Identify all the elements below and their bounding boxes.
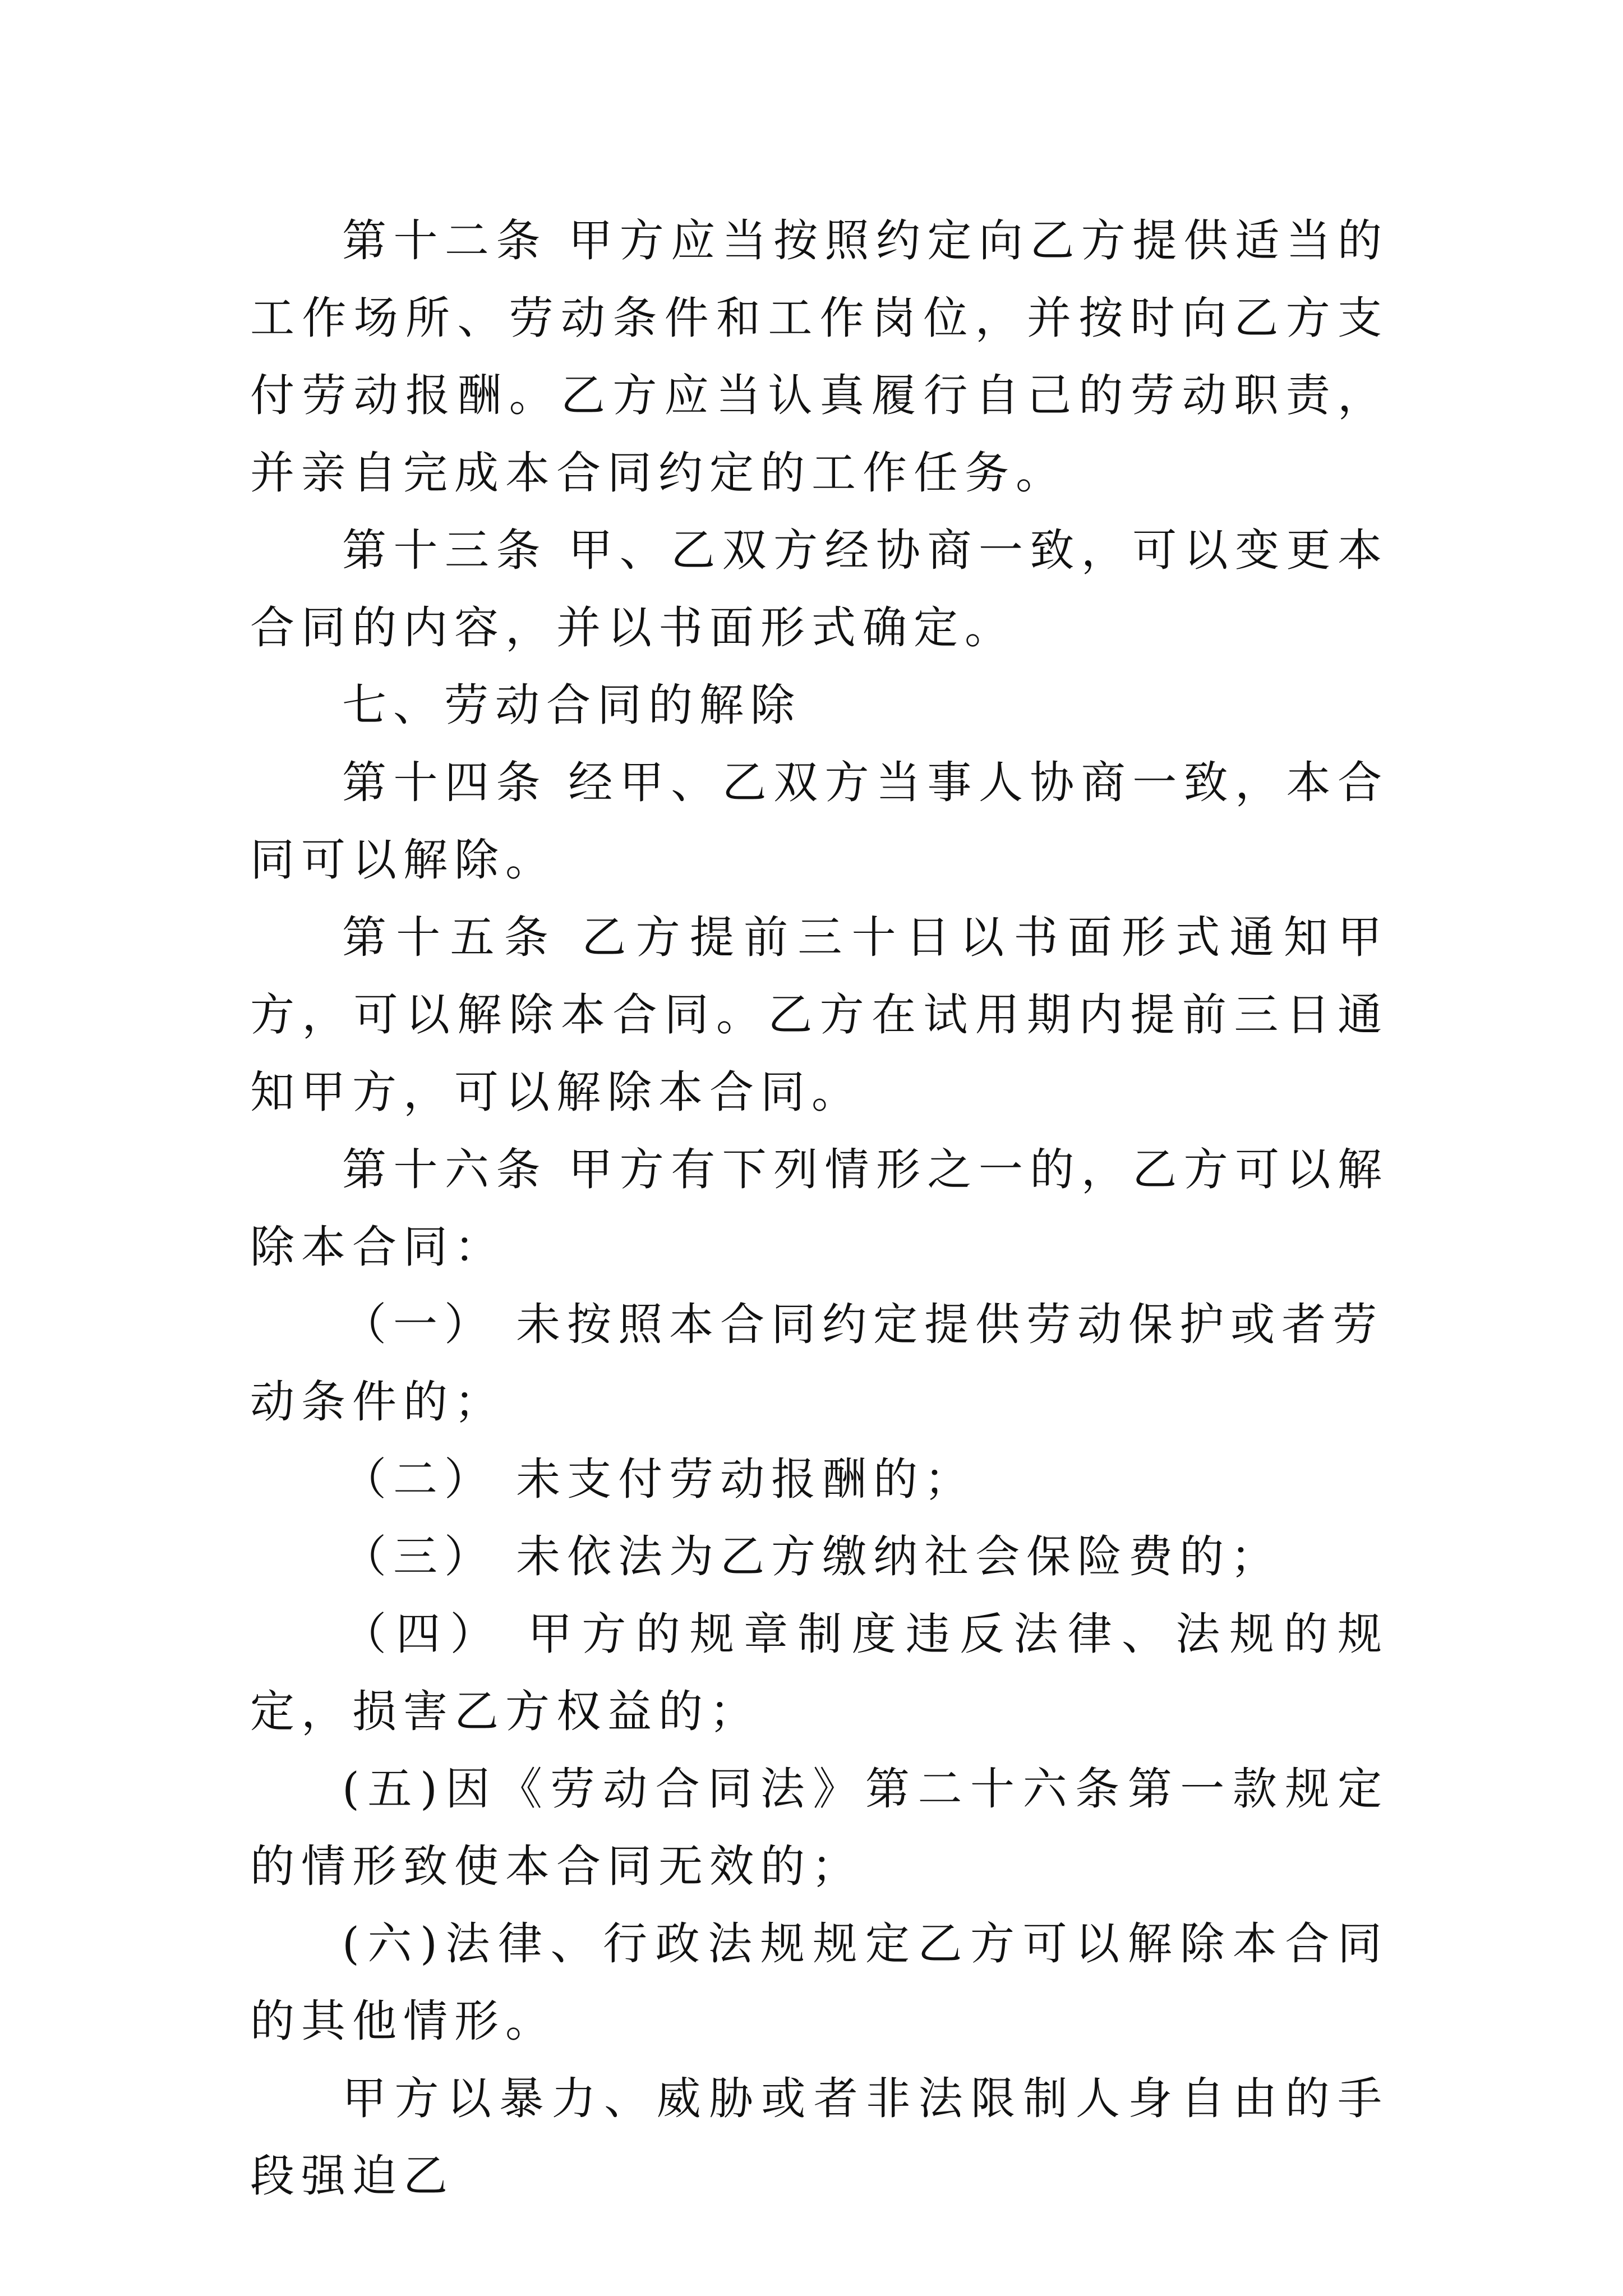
article-16: 第十六条 甲方有下列情形之一的，乙方可以解除本合同：: [250, 1144, 1389, 1273]
article-12: 第十二条 甲方应当按照约定向乙方提供适当的工作场所、劳动条件和工作岗位，并按时向乙方支付劳动报酬。乙方应当认真履行自己的劳动职责，并亲自完成本合同约定的工作任务。: [250, 215, 1389, 499]
section-heading-termination: 七、劳动合同的解除: [342, 679, 801, 731]
article-15: 第十五条 乙方提前三十日以书面形式通知甲方，可以解除本合同。乙方在试用期内提前三日通知甲方，可以解除本合同。: [250, 912, 1389, 1118]
closing-paragraph-fragment: 甲方以暴力、威胁或者非法限制人身自由的手段强迫乙: [250, 2073, 1389, 2202]
article-16-item-2: （二） 未支付劳动报酬的；: [342, 1453, 976, 1505]
article-13: 第十三条 甲、乙双方经协商一致，可以变更本合同的内容，并以书面形式确定。: [250, 524, 1389, 654]
article-16-item-6: (六)法律、行政法规规定乙方可以解除本合同的其他情形。: [250, 1918, 1389, 2047]
article-16-item-5: (五)因《劳动合同法》第二十六条第一款规定的情形致使本合同无效的；: [250, 1763, 1389, 1892]
article-16-item-4: （四） 甲方的规章制度违反法律、法规的规定，损害乙方权益的；: [250, 1608, 1389, 1737]
document-body: [250, 202, 1389, 2215]
article-16-item-3: （三） 未依法为乙方缴纳社会保险费的；: [342, 1531, 1282, 1582]
article-14: 第十四条 经甲、乙双方当事人协商一致，本合同可以解除。: [250, 757, 1389, 886]
article-16-item-1: （一） 未按照本合同约定提供劳动保护或者劳动条件的；: [250, 1299, 1384, 1428]
